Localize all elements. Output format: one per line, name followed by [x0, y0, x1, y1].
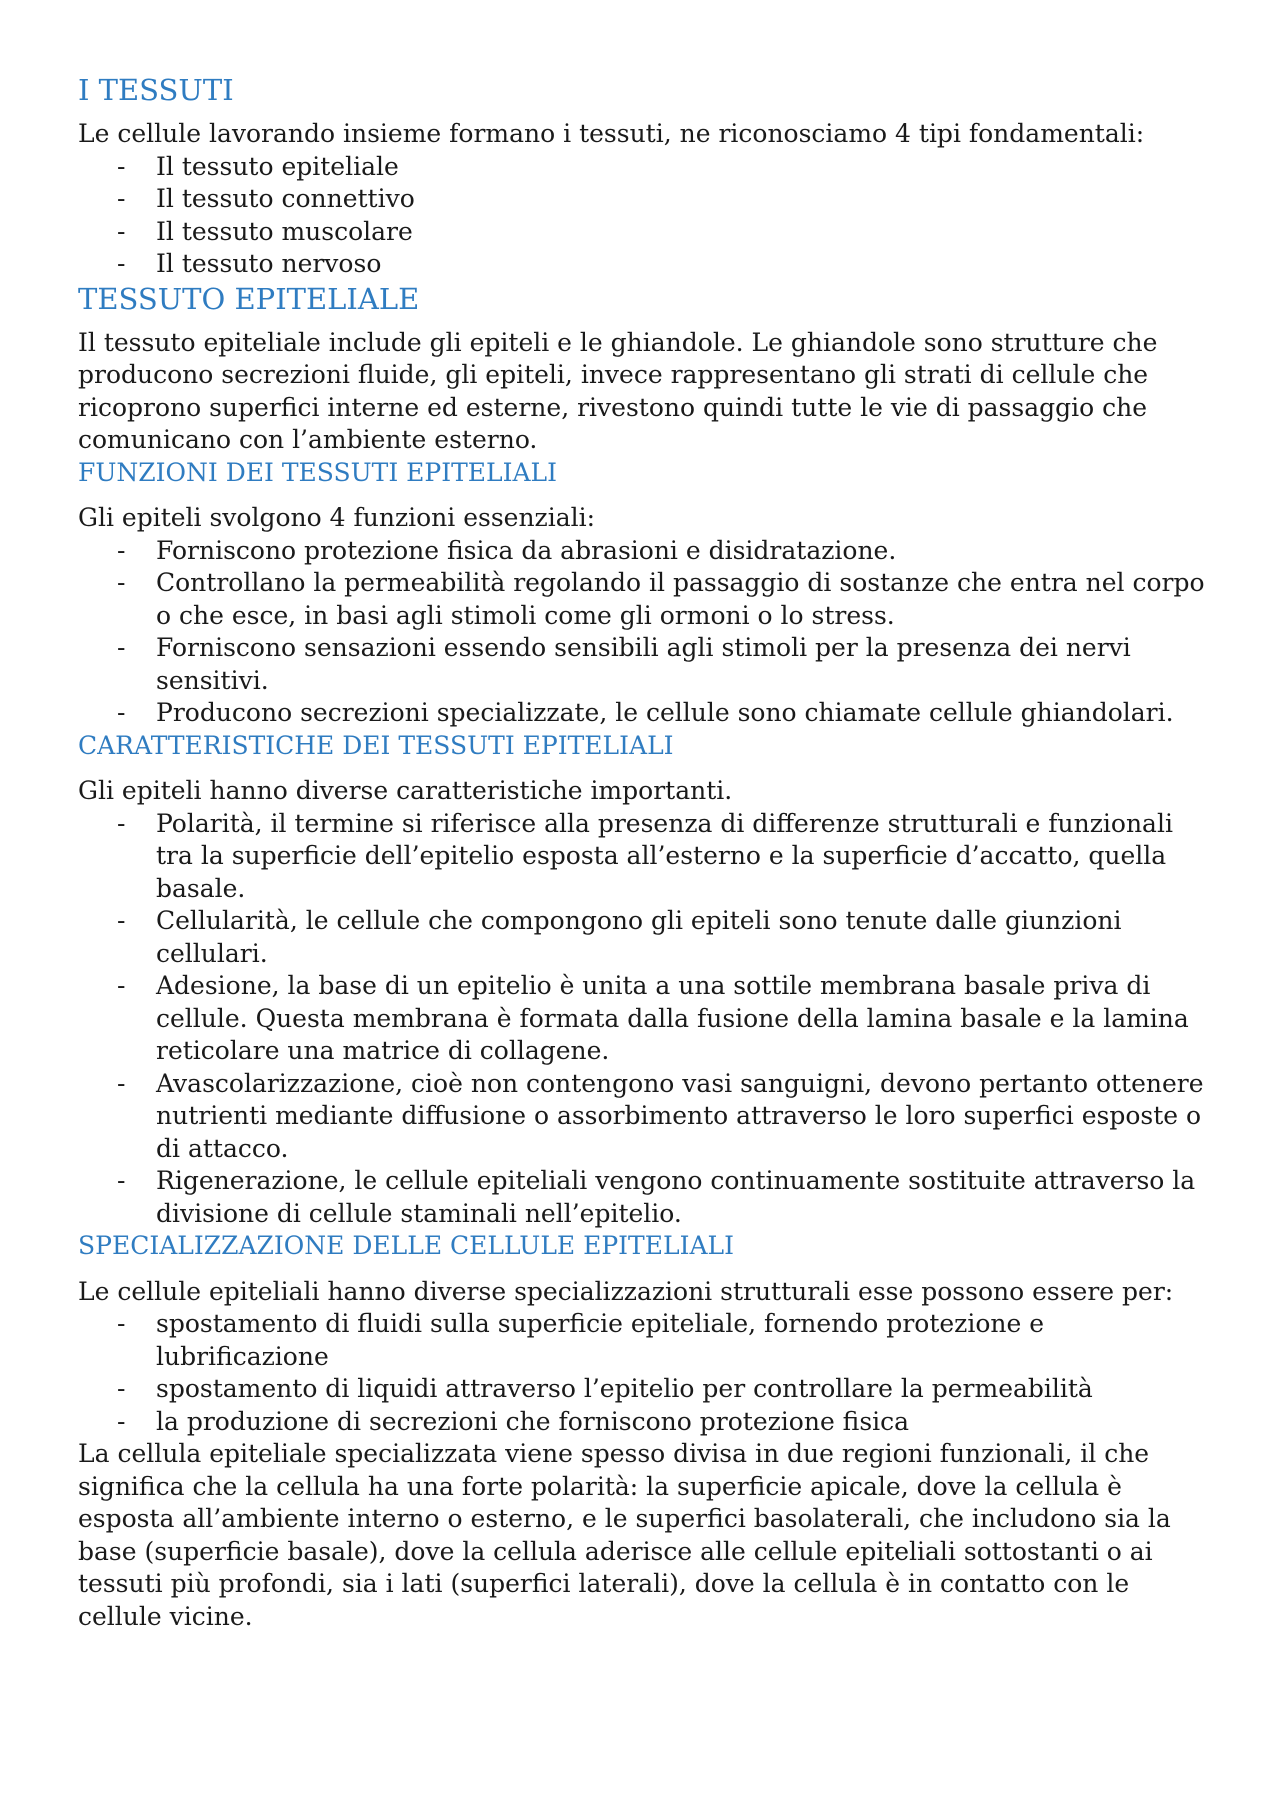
document-page: [78, 72, 1208, 1633]
specializzazione-list: [78, 1308, 1208, 1438]
bullet-dash: -: [117, 808, 126, 838]
bullet-dash: -: [117, 698, 126, 727]
list-item-text: Il tessuto nervoso: [156, 249, 382, 278]
list-item-text: Avascolarizzazione, cioè non contengono vasi sanguigni, devono pertanto ottenere nutrienti mediante diffusione o assorbimento attraverso le loro superfici esposte o di attacco.: [156, 1068, 1204, 1163]
specializzazione-intro: Le cellule epiteliali hanno diverse specializzazioni strutturali esse possono essere per:: [78, 1276, 1174, 1306]
bullet-dash: -: [117, 568, 126, 597]
bullet-dash: -: [117, 633, 126, 662]
list-item: [78, 248, 1208, 281]
list-item: [78, 632, 1208, 697]
bullet-dash: -: [117, 151, 126, 181]
list-item-text: Controllano la permeabilità regolando il passaggio di sostanze che entra nel corpo o che esce, in basi agli stimoli come gli ormoni o lo stress.: [156, 568, 1205, 630]
heading-i-tessuti: I TESSUTI: [78, 73, 234, 107]
list-item: [78, 808, 1208, 906]
bullet-dash: -: [117, 1406, 126, 1436]
list-item-text: Rigenerazione, le cellule epiteliali vengono continuamente sostituite attraverso la divisione di cellule staminali nell’epitelio.: [156, 1166, 1196, 1228]
bullet-dash: -: [117, 1374, 126, 1403]
list-item-text: Cellularità, le cellule che compongono gli epiteli sono tenute dalle giunzioni cellulari.: [156, 906, 1122, 968]
heading-tessuto-epiteliale: TESSUTO EPITELIALE: [78, 281, 420, 316]
epiteliale-paragraph: Il tessuto epiteliale include gli epiteli e le ghiandole. Le ghiandole sono strutture che producono secrezioni fluide, gli epiteli, invece rappresentano gli strati di cellule che ricoprono superfici interne ed esterne, rivestono quindi tutte le vie di passaggio che comunicano con l’ambiente esterno.: [78, 327, 1158, 454]
list-item-text: Producono secrezioni specializzate, le cellule sono chiamate cellule ghiandolari.: [156, 698, 1174, 727]
bullet-dash: -: [117, 971, 126, 1000]
list-item: [78, 1406, 1208, 1439]
funzioni-list: [78, 535, 1208, 730]
list-item-text: Polarità, il termine si riferisce alla presenza di differenze strutturali e funzionali tra la superficie dell’epitelio esposta all’esterno e la superficie d’accatto, quella basale.: [156, 808, 1173, 903]
list-item: [78, 1165, 1208, 1230]
heading-specializzazione: SPECIALIZZAZIONE DELLE CELLULE EPITELIALI: [78, 1231, 734, 1260]
list-item-text: spostamento di fluidi sulla superficie epiteliale, fornendo protezione e lubrificazione: [156, 1309, 1045, 1371]
bullet-dash: -: [117, 216, 126, 246]
list-item-text: Il tessuto muscolare: [156, 216, 413, 246]
list-item-text: Il tessuto epiteliale: [156, 151, 399, 181]
list-item: [78, 970, 1208, 1068]
tessuti-intro: Le cellule lavorando insieme formano i tessuti, ne riconosciamo 4 tipi fondamentali:: [78, 119, 1145, 148]
list-item: [78, 1373, 1208, 1406]
list-item: [78, 183, 1208, 216]
list-item: [78, 1308, 1208, 1373]
list-item-text: Forniscono protezione fisica da abrasioni e disidratazione.: [156, 535, 897, 565]
list-item-text: spostamento di liquidi attraverso l’epitelio per controllare la permeabilità: [156, 1374, 1093, 1403]
heading-funzioni: FUNZIONI DEI TESSUTI EPITELIALI: [78, 457, 558, 487]
bullet-dash: -: [117, 249, 126, 278]
list-item-text: la produzione di secrezioni che forniscono protezione fisica: [156, 1406, 910, 1436]
list-item: [78, 905, 1208, 970]
list-item: [78, 1068, 1208, 1166]
bullet-dash: -: [117, 184, 126, 213]
caratteristiche-intro: Gli epiteli hanno diverse caratteristiche importanti.: [78, 776, 733, 805]
list-item-text: Adesione, la base di un epitelio è unita a una sottile membrana basale priva di cellule. Questa membrana è formata dalla fusione della lamina basale e la lamina reticolare una matrice di collagene.: [156, 971, 1189, 1065]
list-item-text: Il tessuto connettivo: [156, 184, 415, 213]
funzioni-intro: Gli epiteli svolgono 4 funzioni essenziali:: [78, 503, 596, 532]
bullet-dash: -: [117, 535, 126, 565]
heading-caratteristiche: CARATTERISTICHE DEI TESSUTI EPITELIALI: [78, 730, 674, 760]
list-item-text: Forniscono sensazioni essendo sensibili agli stimoli per la presenza dei nervi sensitivi.: [156, 633, 1131, 695]
bullet-dash: -: [117, 1166, 126, 1195]
list-item: [78, 535, 1208, 568]
bullet-dash: -: [117, 1068, 126, 1098]
specializzazione-closing: La cellula epiteliale specializzata viene spesso divisa in due regioni funzionali, il che significa che la cellula ha una forte polarità: la superficie apicale, dove la cellula è esposta all’ambiente interno o esterno, e le superfici basolaterali, che includono sia la base (superficie basale), dove la cellula aderisce alle cellule epiteliali sottostanti o ai tessuti più profondi, sia i lati (superfici laterali), dove la cellula è in contatto con le cellule vicine.: [78, 1439, 1171, 1631]
list-item: [78, 216, 1208, 249]
bullet-dash: -: [117, 1309, 126, 1338]
bullet-dash: -: [117, 906, 126, 935]
list-item: [78, 697, 1208, 730]
caratteristiche-list: [78, 808, 1208, 1231]
list-item: [78, 151, 1208, 184]
list-item: [78, 567, 1208, 632]
tessuti-list: [78, 151, 1208, 281]
